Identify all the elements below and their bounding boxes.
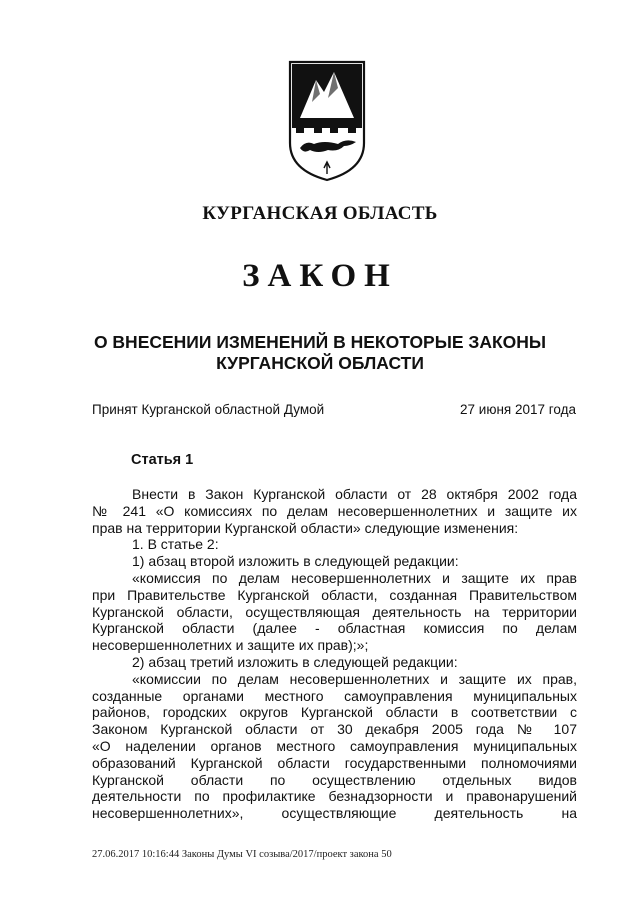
- article-text-line: Курганской области по осуществлению отдельных видов: [92, 771, 577, 788]
- article-text-line: образований Курганской области государственными полномочиями: [92, 754, 577, 771]
- article-text-line: 1) абзац второй изложить в следующей редакции:: [132, 553, 459, 570]
- article-text-line: созданные органами местного самоуправления муниципальных: [92, 687, 577, 704]
- article-heading: Статья 1: [131, 452, 194, 468]
- article-body: [92, 486, 577, 822]
- article-text-line: районов, городских округов Курганской области в соответствии с: [92, 704, 577, 721]
- article-text-line: при Правительстве Курганской области, созданная Правительством: [92, 586, 577, 603]
- article-text-line: прав на территории Курганской области» следующие изменения:: [92, 519, 519, 536]
- article-text-line: Законом Курганской области от 30 декабря 2005 года № 107: [92, 721, 577, 738]
- region-heading: КУРГАНСКАЯ ОБЛАСТЬ: [202, 203, 438, 224]
- document-type-heading: ЗАКОН: [242, 258, 398, 294]
- article-text-line: «О наделении органов местного самоуправления муниципальных: [92, 737, 577, 754]
- article-text-line: № 241 «О комиссиях по делам несовершеннолетних и защите их: [92, 502, 577, 519]
- article-text-line: 1. В статье 2:: [132, 536, 219, 553]
- article-text-line: Курганской области, осуществляющая деятельность на территории: [92, 603, 577, 620]
- law-title-line: КУРГАНСКОЙ ОБЛАСТИ: [216, 353, 424, 373]
- article-text-line: несовершеннолетних», осуществляющие деятельность на: [92, 805, 577, 822]
- law-title-line: О ВНЕСЕНИИ ИЗМЕНЕНИЙ В НЕКОТОРЫЕ ЗАКОНЫ: [93, 332, 547, 352]
- article-text-line: 2) абзац третий изложить в следующей редакции:: [132, 653, 458, 670]
- adopted-by-text: Принят Курганской областной Думой: [92, 402, 325, 417]
- article-text-line: «комиссии по делам несовершеннолетних и защите их прав,: [132, 670, 577, 687]
- footer-stamp: 27.06.2017 10:16:44 Законы Думы VI созыва/2017/проект закона 50: [92, 849, 392, 860]
- coat-of-arms-icon: [282, 58, 372, 183]
- article-text-line: деятельности по профилактике безнадзорности и правонарушений: [92, 788, 577, 805]
- article-text-line: Внести в Закон Курганской области от 28 октября 2002 года: [132, 486, 577, 502]
- article-text-line: несовершеннолетних и защите их прав);»;: [92, 637, 369, 654]
- adopted-date-text: 27 июня 2017 года: [460, 402, 576, 417]
- article-text-line: Курганской области (далее - областная комиссия по делам: [92, 620, 577, 637]
- article-text-line: «комиссия по делам несовершеннолетних и защите их прав: [132, 569, 577, 586]
- law-title: [60, 332, 580, 374]
